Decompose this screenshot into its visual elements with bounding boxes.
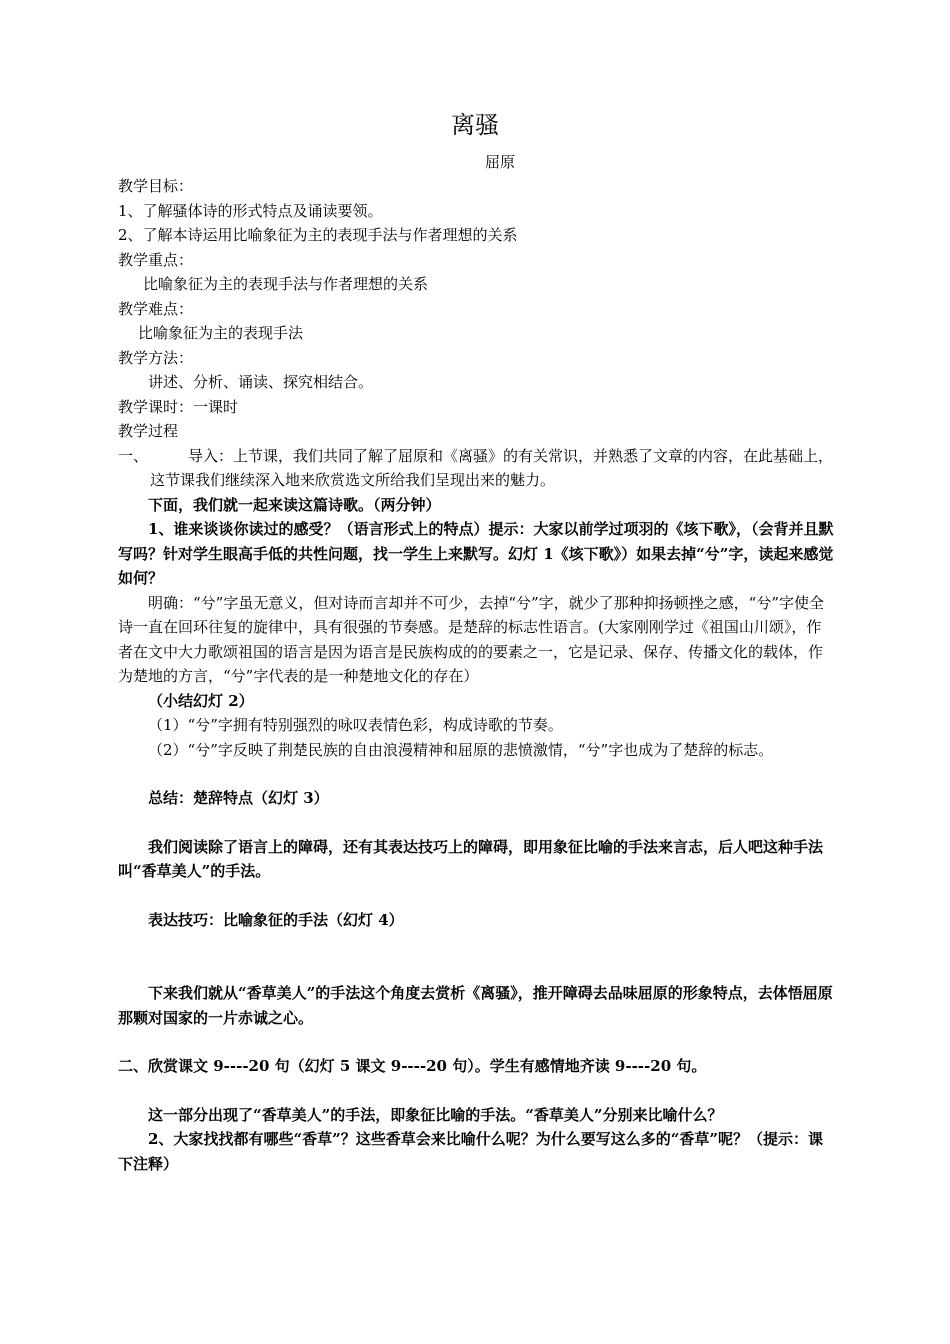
method-label: 教学方法： <box>118 348 194 367</box>
angle-paragraph: 下来我们就从“香草美人”的手法这个角度去赏析《离骚》，推开障碍去品味屈原的形象特点，去体悟屈原那颗对国家的一片赤诚之心。 <box>118 984 833 1027</box>
goals-label: 教学目标： <box>118 177 194 195</box>
barrier-paragraph: 我们阅读除了语言上的障碍，还有其表达技巧上的障碍，即用象征比喻的手法来言志，后人吧这种手法叫“香草美人”的手法。 <box>118 837 824 880</box>
spacer <box>118 762 836 786</box>
difficulty-label: 教学难点： <box>118 299 194 318</box>
process-label: 教学过程 <box>118 422 179 440</box>
goal-1: 1、了解骚体诗的形式特点及诵读要领。 <box>118 201 383 220</box>
method-text: 讲述、分析、诵读、探究相结合。 <box>148 373 374 391</box>
spacer <box>118 884 836 908</box>
summary-slide: （小结幻灯 2） <box>148 691 254 710</box>
difficulty-text: 比喻象征为主的表现手法 <box>138 324 304 342</box>
spacer <box>118 932 836 981</box>
goal-2: 2、了解本诗运用比喻象征为主的表现手法与作者理想的关系 <box>118 226 518 244</box>
document-body <box>118 174 836 1176</box>
intro-number: 一、 <box>118 446 149 465</box>
spacer <box>118 1079 836 1103</box>
hours-text: 教学课时：一课时 <box>118 397 239 416</box>
part-2-intro: 这一部分出现了“香草美人”的手法，即象征比喻的手法。“香草美人”分别来比喻什么？ <box>148 1105 723 1124</box>
document-author: 屈原 <box>485 153 516 171</box>
intro-text: 导入：上节课，我们共同了解了屈原和《离骚》的有关常识，并熟悉了文章的内容，在此基础上，这节课我们继续深入地来欣赏选文所给我们呈现出来的魅力。 <box>150 446 834 489</box>
key-text: 比喻象征为主的表现手法与作者理想的关系 <box>143 275 429 293</box>
read-together: 下面，我们就一起来读这篇诗歌。（两分钟） <box>148 495 441 514</box>
question-2: 2、大家找找都有哪些“香草”？这些香草会来比喻什么呢？为什么要写这么多的“香草”呢？（提示：课下注释） <box>118 1130 823 1173</box>
key-label: 教学重点： <box>118 250 194 269</box>
point-1: （1）“兮”字拥有特别强烈的咏叹表情色彩，构成诗歌的节奏。 <box>148 716 563 734</box>
clarify-paragraph: 明确：“兮”字虽无意义，但对诗而言却并不可少，去掉“兮”字，就少了那种抑扬顿挫之感，“兮”字使全诗一直在回环往复的旋律中，具有很强的节奏感。是楚辞的标志性语言。(大家刚刚学过《祖国山川颂》，作者在文中大力歌颂祖国的语言是因为语言是民族构成的的要素之一，它是记录、保存、传播文化的载体，作为楚地的方言，“兮”字代表的是一种楚地文化的存在） <box>118 593 825 685</box>
intro-paragraph <box>118 444 836 493</box>
question-1: 1、谁来谈谈你读过的感受？（语言形式上的特点）提示：大家以前学过项羽的《垓下歌》，（会背并且默写吗？针对学生眼高手低的共性问题，找一学生上来默写。幻灯 1《垓下歌》）如果去掉“兮”字，读起来感觉如何？ <box>118 520 834 587</box>
technique-line: 表达技巧：比喻象征的手法（幻灯 4） <box>148 910 404 929</box>
spacer <box>118 1030 836 1054</box>
document-title: 离骚 <box>451 111 499 139</box>
point-2: （2）“兮”字反映了荆楚民族的自由浪漫精神和屈原的悲愤激情，“兮”字也成为了楚辞的标志。 <box>148 740 774 759</box>
part-2-heading: 二、欣赏课文 9----20 句（幻灯 5 课文 9----20 句）。学生有感情地齐读 9----20 句。 <box>118 1057 707 1075</box>
spacer <box>118 811 836 835</box>
summary-features: 总结：楚辞特点（幻灯 3） <box>148 789 329 807</box>
